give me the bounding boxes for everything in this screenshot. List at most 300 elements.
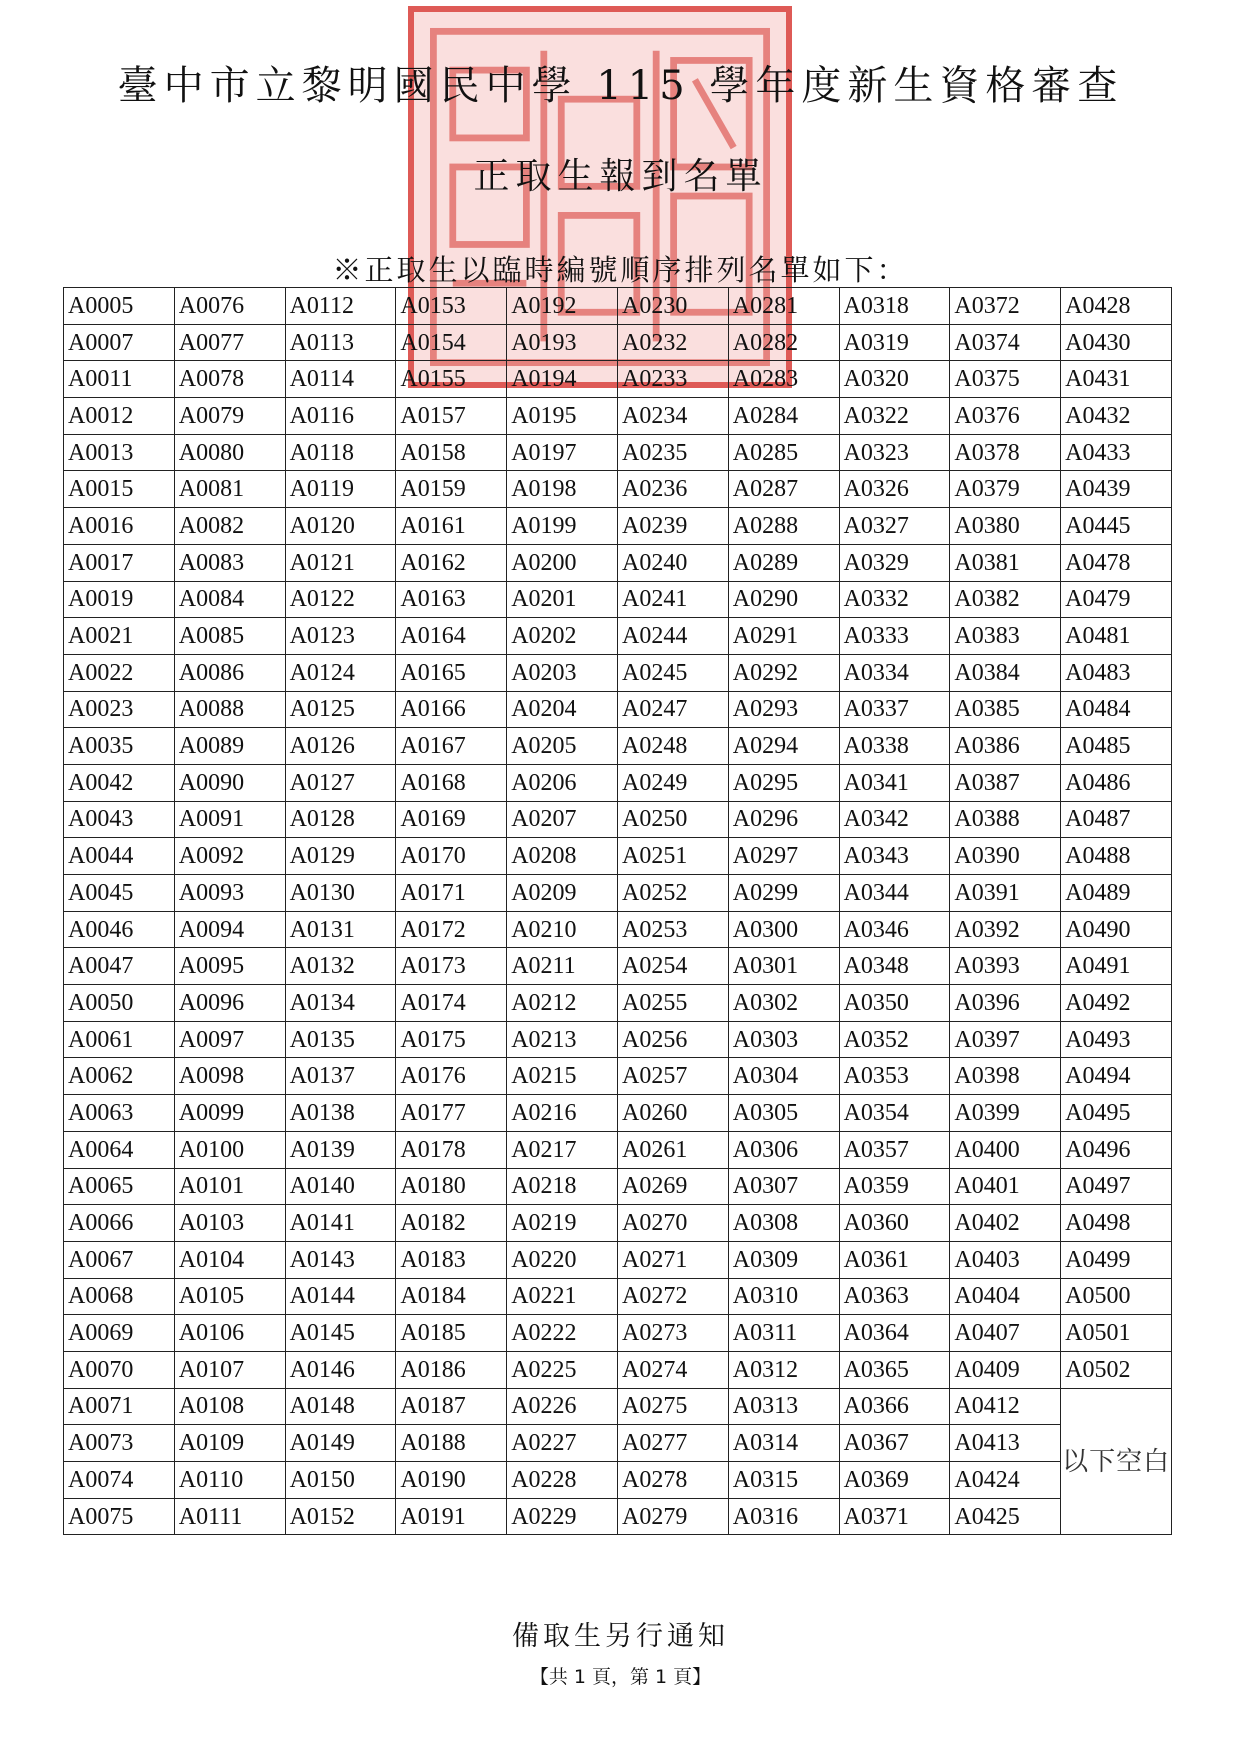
applicant-id-cell: A0433 (1061, 434, 1172, 471)
applicant-id-cell: A0293 (728, 691, 839, 728)
applicant-id-cell: A0305 (728, 1095, 839, 1132)
table-row (64, 1498, 1172, 1535)
table-row (64, 544, 1172, 581)
applicant-id-cell: A0177 (396, 1095, 507, 1132)
applicant-id-cell: A0301 (728, 948, 839, 985)
applicant-id-cell: A0228 (507, 1462, 618, 1499)
applicant-id-cell: A0501 (1061, 1315, 1172, 1352)
applicant-id-cell: A0067 (64, 1241, 175, 1278)
applicant-id-cell: A0175 (396, 1021, 507, 1058)
applicant-id-cell: A0329 (839, 544, 950, 581)
applicant-id-cell: A0350 (839, 985, 950, 1022)
applicant-id-cell: A0445 (1061, 508, 1172, 545)
table-row (64, 471, 1172, 508)
applicant-id-cell: A0155 (396, 361, 507, 398)
applicant-id-cell: A0369 (839, 1462, 950, 1499)
applicant-id-cell: A0193 (507, 324, 618, 361)
applicant-id-cell: A0021 (64, 618, 175, 655)
applicant-id-cell: A0269 (617, 1168, 728, 1205)
applicant-id-cell: A0157 (396, 398, 507, 435)
applicant-id-cell: A0412 (950, 1388, 1061, 1425)
applicant-id-cell: A0007 (64, 324, 175, 361)
applicant-id-cell: A0404 (950, 1278, 1061, 1315)
applicant-id-cell: A0222 (507, 1315, 618, 1352)
applicant-id-cell: A0277 (617, 1425, 728, 1462)
applicant-id-cell: A0111 (174, 1498, 285, 1535)
applicant-id-cell: A0103 (174, 1205, 285, 1242)
applicant-id-cell: A0392 (950, 911, 1061, 948)
applicant-id-cell: A0487 (1061, 801, 1172, 838)
applicant-id-cell: A0170 (396, 838, 507, 875)
applicant-id-cell: A0169 (396, 801, 507, 838)
applicant-id-cell: A0311 (728, 1315, 839, 1352)
applicant-id-cell: A0334 (839, 654, 950, 691)
applicant-id-cell: A0202 (507, 618, 618, 655)
applicant-id-cell: A0261 (617, 1131, 728, 1168)
applicant-id-cell: A0146 (285, 1351, 396, 1388)
applicant-id-cell: A0217 (507, 1131, 618, 1168)
applicant-id-cell: A0253 (617, 911, 728, 948)
applicant-id-cell: A0212 (507, 985, 618, 1022)
applicant-id-cell: A0205 (507, 728, 618, 765)
applicant-id-cell: A0285 (728, 434, 839, 471)
applicant-id-cell: A0363 (839, 1278, 950, 1315)
table-row (64, 581, 1172, 618)
applicant-id-cell: A0122 (285, 581, 396, 618)
applicant-id-cell: A0096 (174, 985, 285, 1022)
applicant-id-cell: A0128 (285, 801, 396, 838)
applicant-id-cell: A0197 (507, 434, 618, 471)
applicant-id-cell: A0309 (728, 1241, 839, 1278)
applicant-id-cell: A0221 (507, 1278, 618, 1315)
applicant-id-cell: A0127 (285, 764, 396, 801)
applicant-id-cell: A0300 (728, 911, 839, 948)
applicant-id-cell: A0131 (285, 911, 396, 948)
applicant-id-cell: A0413 (950, 1425, 1061, 1462)
applicant-id-cell: A0218 (507, 1168, 618, 1205)
applicant-id-cell: A0274 (617, 1351, 728, 1388)
applicant-id-cell: A0139 (285, 1131, 396, 1168)
applicant-id-cell: A0106 (174, 1315, 285, 1352)
applicant-id-cell: A0379 (950, 471, 1061, 508)
applicant-id-cell: A0161 (396, 508, 507, 545)
applicant-id-cell: A0281 (728, 288, 839, 325)
applicant-id-cell: A0213 (507, 1021, 618, 1058)
applicant-id-cell: A0308 (728, 1205, 839, 1242)
applicant-id-cell: A0112 (285, 288, 396, 325)
applicant-id-cell: A0374 (950, 324, 1061, 361)
applicant-id-cell: A0234 (617, 398, 728, 435)
applicant-id-cell: A0227 (507, 1425, 618, 1462)
applicant-id-cell: A0255 (617, 985, 728, 1022)
applicant-id-cell: A0239 (617, 508, 728, 545)
applicant-id-cell: A0295 (728, 764, 839, 801)
applicant-id-cell: A0088 (174, 691, 285, 728)
applicant-id-cell: A0502 (1061, 1351, 1172, 1388)
applicant-id-cell: A0144 (285, 1278, 396, 1315)
applicant-id-cell: A0017 (64, 544, 175, 581)
applicant-id-cell: A0359 (839, 1168, 950, 1205)
applicant-id-cell: A0186 (396, 1351, 507, 1388)
applicant-id-cell: A0483 (1061, 654, 1172, 691)
applicant-id-cell: A0086 (174, 654, 285, 691)
applicant-id-cell: A0211 (507, 948, 618, 985)
applicant-id-cell: A0079 (174, 398, 285, 435)
applicant-id-cell: A0035 (64, 728, 175, 765)
applicant-id-cell: A0250 (617, 801, 728, 838)
applicant-id-cell: A0095 (174, 948, 285, 985)
applicant-id-cell: A0424 (950, 1462, 1061, 1499)
applicant-id-cell: A0288 (728, 508, 839, 545)
applicant-id-cell: A0254 (617, 948, 728, 985)
applicant-id-cell: A0499 (1061, 1241, 1172, 1278)
applicant-id-cell: A0315 (728, 1462, 839, 1499)
applicant-id-cell: A0382 (950, 581, 1061, 618)
applicant-id-cell: A0126 (285, 728, 396, 765)
applicant-id-cell: A0082 (174, 508, 285, 545)
applicant-id-cell: A0119 (285, 471, 396, 508)
table-row (64, 875, 1172, 912)
applicant-id-cell: A0378 (950, 434, 1061, 471)
applicant-id-cell: A0070 (64, 1351, 175, 1388)
applicant-id-cell: A0343 (839, 838, 950, 875)
applicant-id-cell: A0194 (507, 361, 618, 398)
applicant-id-cell: A0174 (396, 985, 507, 1022)
table-row (64, 654, 1172, 691)
applicant-id-cell: A0312 (728, 1351, 839, 1388)
applicant-id-cell: A0080 (174, 434, 285, 471)
applicant-id-cell: A0319 (839, 324, 950, 361)
admitted-roster-table (63, 287, 1172, 1535)
applicant-id-cell: A0257 (617, 1058, 728, 1095)
applicant-id-cell: A0313 (728, 1388, 839, 1425)
applicant-id-cell: A0376 (950, 398, 1061, 435)
applicant-id-cell: A0199 (507, 508, 618, 545)
applicant-id-cell: A0270 (617, 1205, 728, 1242)
applicant-id-cell: A0500 (1061, 1278, 1172, 1315)
applicant-id-cell: A0229 (507, 1498, 618, 1535)
applicant-id-cell: A0145 (285, 1315, 396, 1352)
applicant-id-cell: A0068 (64, 1278, 175, 1315)
applicant-id-cell: A0225 (507, 1351, 618, 1388)
applicant-id-cell: A0099 (174, 1095, 285, 1132)
waitlist-note: 備取生另行通知 (512, 1621, 729, 1652)
applicant-id-cell: A0290 (728, 581, 839, 618)
applicant-id-cell: A0292 (728, 654, 839, 691)
table-row (64, 911, 1172, 948)
applicant-id-cell: A0279 (617, 1498, 728, 1535)
table-row (64, 324, 1172, 361)
applicant-id-cell: A0114 (285, 361, 396, 398)
table-row (64, 618, 1172, 655)
applicant-id-cell: A0244 (617, 618, 728, 655)
applicant-id-cell: A0176 (396, 1058, 507, 1095)
applicant-id-cell: A0372 (950, 288, 1061, 325)
applicant-id-cell: A0118 (285, 434, 396, 471)
applicant-id-cell: A0403 (950, 1241, 1061, 1278)
applicant-id-cell: A0129 (285, 838, 396, 875)
applicant-id-cell: A0494 (1061, 1058, 1172, 1095)
applicant-id-cell: A0153 (396, 288, 507, 325)
applicant-id-cell: A0063 (64, 1095, 175, 1132)
applicant-id-cell: A0043 (64, 801, 175, 838)
applicant-id-cell: A0094 (174, 911, 285, 948)
applicant-id-cell: A0478 (1061, 544, 1172, 581)
table-row (64, 801, 1172, 838)
applicant-id-cell: A0141 (285, 1205, 396, 1242)
applicant-id-cell: A0166 (396, 691, 507, 728)
applicant-id-cell: A0241 (617, 581, 728, 618)
applicant-id-cell: A0184 (396, 1278, 507, 1315)
applicant-id-cell: A0203 (507, 654, 618, 691)
applicant-id-cell: A0195 (507, 398, 618, 435)
applicant-id-cell: A0375 (950, 361, 1061, 398)
table-row (64, 1021, 1172, 1058)
applicant-id-cell: A0260 (617, 1095, 728, 1132)
applicant-id-cell: A0240 (617, 544, 728, 581)
blank-note-cell: 以下空白 (1061, 1388, 1172, 1535)
applicant-id-cell: A0044 (64, 838, 175, 875)
applicant-id-cell: A0110 (174, 1462, 285, 1499)
roster-body (64, 288, 1172, 1535)
applicant-id-cell: A0158 (396, 434, 507, 471)
applicant-id-cell: A0101 (174, 1168, 285, 1205)
applicant-id-cell: A0105 (174, 1278, 285, 1315)
applicant-id-cell: A0342 (839, 801, 950, 838)
applicant-id-cell: A0278 (617, 1462, 728, 1499)
applicant-id-cell: A0132 (285, 948, 396, 985)
applicant-id-cell: A0485 (1061, 728, 1172, 765)
applicant-id-cell: A0077 (174, 324, 285, 361)
applicant-id-cell: A0294 (728, 728, 839, 765)
applicant-id-cell: A0384 (950, 654, 1061, 691)
applicant-id-cell: A0012 (64, 398, 175, 435)
applicant-id-cell: A0337 (839, 691, 950, 728)
applicant-id-cell: A0138 (285, 1095, 396, 1132)
applicant-id-cell: A0247 (617, 691, 728, 728)
applicant-id-cell: A0402 (950, 1205, 1061, 1242)
applicant-id-cell: A0219 (507, 1205, 618, 1242)
applicant-id-cell: A0366 (839, 1388, 950, 1425)
applicant-id-cell: A0398 (950, 1058, 1061, 1095)
applicant-id-cell: A0289 (728, 544, 839, 581)
applicant-id-cell: A0352 (839, 1021, 950, 1058)
applicant-id-cell: A0271 (617, 1241, 728, 1278)
applicant-id-cell: A0491 (1061, 948, 1172, 985)
applicant-id-cell: A0489 (1061, 875, 1172, 912)
applicant-id-cell: A0093 (174, 875, 285, 912)
applicant-id-cell: A0081 (174, 471, 285, 508)
page-indicator: 【共 1 頁，第 1 頁】 (529, 1666, 712, 1688)
applicant-id-cell: A0302 (728, 985, 839, 1022)
applicant-id-cell: A0303 (728, 1021, 839, 1058)
table-row (64, 1462, 1172, 1499)
applicant-id-cell: A0497 (1061, 1168, 1172, 1205)
applicant-id-cell: A0085 (174, 618, 285, 655)
table-row (64, 838, 1172, 875)
applicant-id-cell: A0479 (1061, 581, 1172, 618)
applicant-id-cell: A0164 (396, 618, 507, 655)
applicant-id-cell: A0023 (64, 691, 175, 728)
applicant-id-cell: A0204 (507, 691, 618, 728)
applicant-id-cell: A0386 (950, 728, 1061, 765)
applicant-id-cell: A0109 (174, 1425, 285, 1462)
applicant-id-cell: A0022 (64, 654, 175, 691)
applicant-id-cell: A0307 (728, 1168, 839, 1205)
applicant-id-cell: A0168 (396, 764, 507, 801)
applicant-id-cell: A0066 (64, 1205, 175, 1242)
applicant-id-cell: A0064 (64, 1131, 175, 1168)
applicant-id-cell: A0380 (950, 508, 1061, 545)
applicant-id-cell: A0431 (1061, 361, 1172, 398)
applicant-id-cell: A0123 (285, 618, 396, 655)
applicant-id-cell: A0098 (174, 1058, 285, 1095)
table-row (64, 1205, 1172, 1242)
applicant-id-cell: A0149 (285, 1425, 396, 1462)
applicant-id-cell: A0154 (396, 324, 507, 361)
applicant-id-cell: A0360 (839, 1205, 950, 1242)
applicant-id-cell: A0357 (839, 1131, 950, 1168)
applicant-id-cell: A0178 (396, 1131, 507, 1168)
applicant-id-cell: A0171 (396, 875, 507, 912)
applicant-id-cell: A0390 (950, 838, 1061, 875)
applicant-id-cell: A0062 (64, 1058, 175, 1095)
applicant-id-cell: A0333 (839, 618, 950, 655)
applicant-id-cell: A0310 (728, 1278, 839, 1315)
applicant-id-cell: A0108 (174, 1388, 285, 1425)
applicant-id-cell: A0486 (1061, 764, 1172, 801)
applicant-id-cell: A0042 (64, 764, 175, 801)
applicant-id-cell: A0083 (174, 544, 285, 581)
applicant-id-cell: A0089 (174, 728, 285, 765)
applicant-id-cell: A0107 (174, 1351, 285, 1388)
applicant-id-cell: A0130 (285, 875, 396, 912)
applicant-id-cell: A0252 (617, 875, 728, 912)
applicant-id-cell: A0148 (285, 1388, 396, 1425)
applicant-id-cell: A0275 (617, 1388, 728, 1425)
applicant-id-cell: A0341 (839, 764, 950, 801)
applicant-id-cell: A0047 (64, 948, 175, 985)
applicant-id-cell: A0050 (64, 985, 175, 1022)
applicant-id-cell: A0121 (285, 544, 396, 581)
applicant-id-cell: A0198 (507, 471, 618, 508)
applicant-id-cell: A0430 (1061, 324, 1172, 361)
applicant-id-cell: A0162 (396, 544, 507, 581)
applicant-id-cell: A0076 (174, 288, 285, 325)
applicant-id-cell: A0397 (950, 1021, 1061, 1058)
applicant-id-cell: A0200 (507, 544, 618, 581)
applicant-id-cell: A0304 (728, 1058, 839, 1095)
applicant-id-cell: A0183 (396, 1241, 507, 1278)
table-row (64, 361, 1172, 398)
applicant-id-cell: A0316 (728, 1498, 839, 1535)
applicant-id-cell: A0364 (839, 1315, 950, 1352)
applicant-id-cell: A0097 (174, 1021, 285, 1058)
applicant-id-cell: A0045 (64, 875, 175, 912)
applicant-id-cell: A0215 (507, 1058, 618, 1095)
applicant-id-cell: A0208 (507, 838, 618, 875)
applicant-id-cell: A0388 (950, 801, 1061, 838)
applicant-id-cell: A0220 (507, 1241, 618, 1278)
applicant-id-cell: A0320 (839, 361, 950, 398)
applicant-id-cell: A0233 (617, 361, 728, 398)
applicant-id-cell: A0013 (64, 434, 175, 471)
applicant-id-cell: A0432 (1061, 398, 1172, 435)
applicant-id-cell: A0272 (617, 1278, 728, 1315)
applicant-id-cell: A0498 (1061, 1205, 1172, 1242)
table-row (64, 1315, 1172, 1352)
document-subtitle: 正取生報到名單 (473, 156, 768, 197)
applicant-id-cell: A0124 (285, 654, 396, 691)
applicant-id-cell: A0159 (396, 471, 507, 508)
applicant-id-cell: A0409 (950, 1351, 1061, 1388)
applicant-id-cell: A0273 (617, 1315, 728, 1352)
applicant-id-cell: A0361 (839, 1241, 950, 1278)
applicant-id-cell: A0493 (1061, 1021, 1172, 1058)
applicant-id-cell: A0407 (950, 1315, 1061, 1352)
applicant-id-cell: A0401 (950, 1168, 1061, 1205)
applicant-id-cell: A0383 (950, 618, 1061, 655)
applicant-id-cell: A0046 (64, 911, 175, 948)
applicant-id-cell: A0284 (728, 398, 839, 435)
applicant-id-cell: A0104 (174, 1241, 285, 1278)
applicant-id-cell: A0299 (728, 875, 839, 912)
applicant-id-cell: A0323 (839, 434, 950, 471)
applicant-id-cell: A0201 (507, 581, 618, 618)
document-title: 臺中市立黎明國民中學 115 學年度新生資格審查 (117, 63, 1124, 109)
applicant-id-cell: A0206 (507, 764, 618, 801)
applicant-id-cell: A0232 (617, 324, 728, 361)
applicant-id-cell: A0091 (174, 801, 285, 838)
applicant-id-cell: A0235 (617, 434, 728, 471)
applicant-id-cell: A0173 (396, 948, 507, 985)
applicant-id-cell: A0338 (839, 728, 950, 765)
applicant-id-cell: A0326 (839, 471, 950, 508)
applicant-id-cell: A0125 (285, 691, 396, 728)
applicant-id-cell: A0073 (64, 1425, 175, 1462)
applicant-id-cell: A0490 (1061, 911, 1172, 948)
applicant-id-cell: A0348 (839, 948, 950, 985)
applicant-id-cell: A0185 (396, 1315, 507, 1352)
table-row (64, 764, 1172, 801)
applicant-id-cell: A0393 (950, 948, 1061, 985)
applicant-id-cell: A0439 (1061, 471, 1172, 508)
applicant-id-cell: A0306 (728, 1131, 839, 1168)
applicant-id-cell: A0297 (728, 838, 839, 875)
applicant-id-cell: A0015 (64, 471, 175, 508)
applicant-id-cell: A0078 (174, 361, 285, 398)
applicant-id-cell: A0005 (64, 288, 175, 325)
applicant-id-cell: A0167 (396, 728, 507, 765)
applicant-id-cell: A0484 (1061, 691, 1172, 728)
applicant-id-cell: A0143 (285, 1241, 396, 1278)
applicant-id-cell: A0291 (728, 618, 839, 655)
applicant-id-cell: A0354 (839, 1095, 950, 1132)
applicant-id-cell: A0381 (950, 544, 1061, 581)
applicant-id-cell: A0251 (617, 838, 728, 875)
applicant-id-cell: A0165 (396, 654, 507, 691)
applicant-id-cell: A0318 (839, 288, 950, 325)
table-row (64, 985, 1172, 1022)
applicant-id-cell: A0019 (64, 581, 175, 618)
applicant-id-cell: A0187 (396, 1388, 507, 1425)
table-row (64, 948, 1172, 985)
applicant-id-cell: A0314 (728, 1425, 839, 1462)
applicant-id-cell: A0367 (839, 1425, 950, 1462)
table-row (64, 1425, 1172, 1462)
applicant-id-cell: A0216 (507, 1095, 618, 1132)
applicant-id-cell: A0249 (617, 764, 728, 801)
